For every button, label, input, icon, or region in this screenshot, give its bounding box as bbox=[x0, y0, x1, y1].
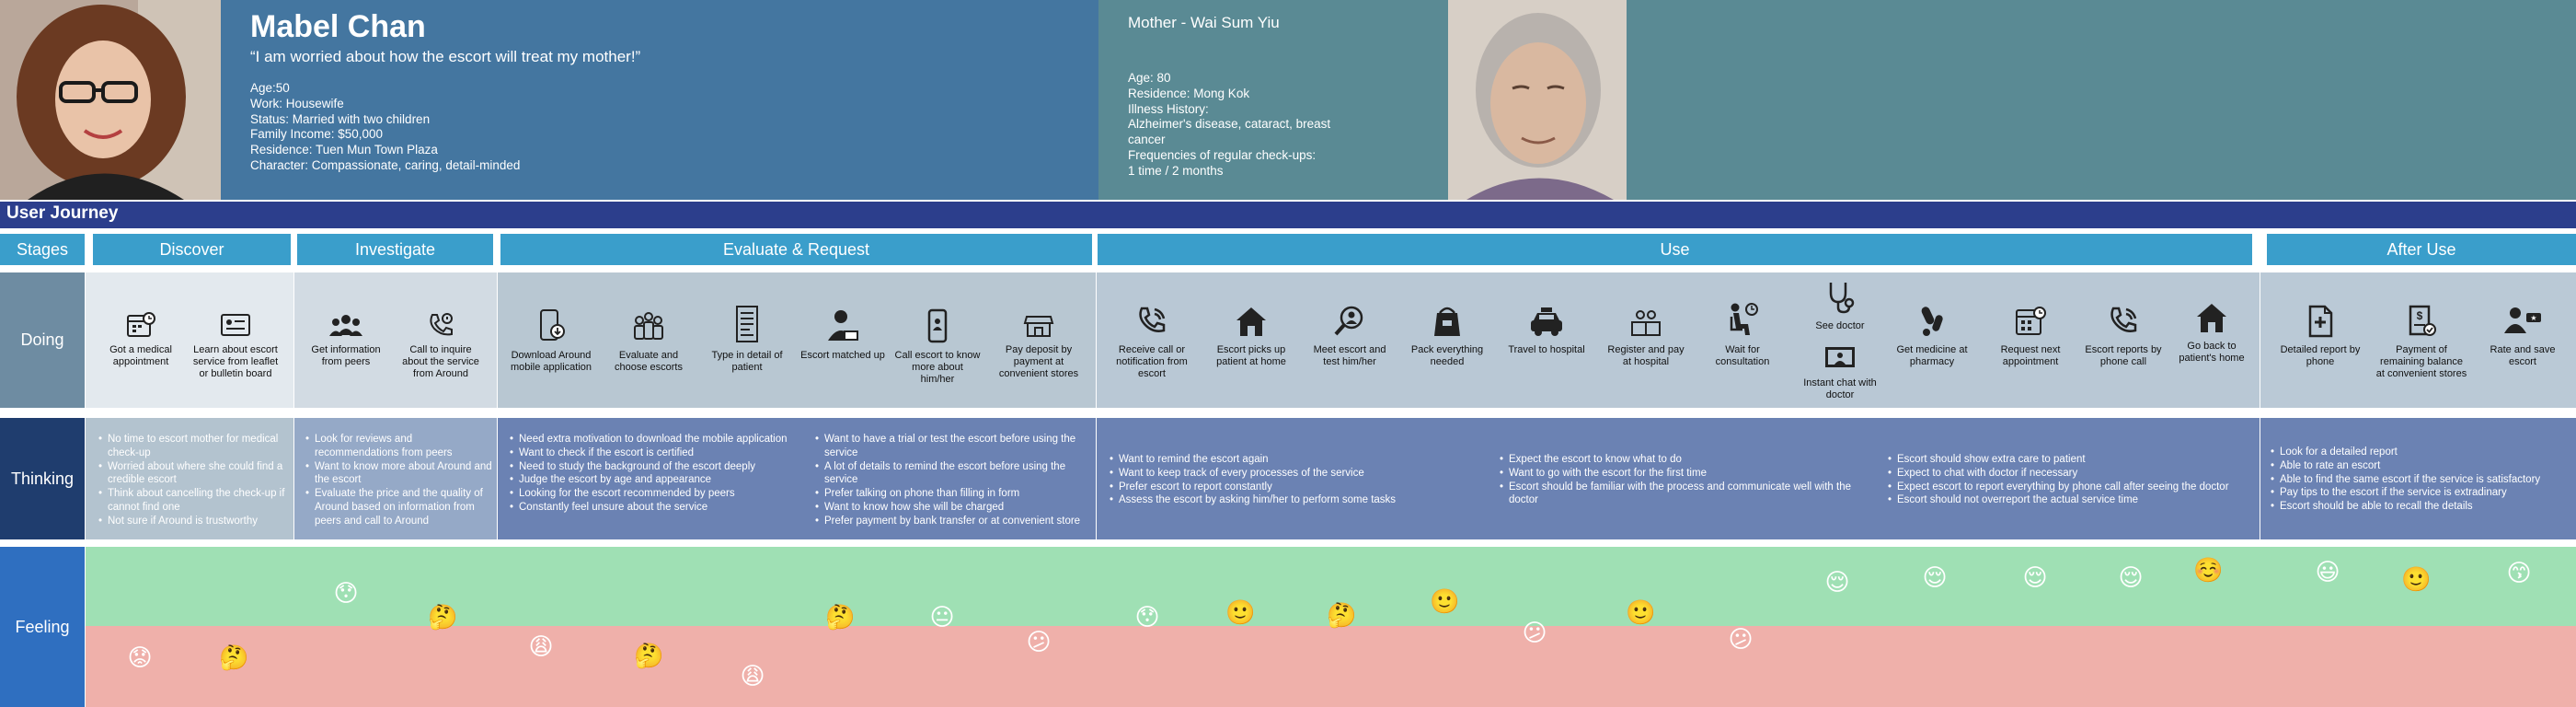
thought: • Escort should show extra care to patient bbox=[1888, 453, 2256, 467]
thought: • Expect escort to report everything by phone call after seeing the doctor bbox=[1888, 481, 2256, 494]
thought: • Prefer payment by bank transfer or at convenient store bbox=[815, 515, 1091, 528]
thought: • Look for a detailed report bbox=[2271, 446, 2570, 459]
mother-checkups-label: Frequencies of regular check-ups: bbox=[1128, 147, 1317, 162]
mother-checkups: 1 time / 2 months bbox=[1128, 163, 1224, 178]
feeling-emoji: 🤔 bbox=[219, 644, 249, 672]
feeling-emoji: 😌 bbox=[1922, 564, 1948, 593]
mother-age: Age: 80 bbox=[1128, 71, 1171, 85]
doing-item-label: Receive call or notification from escort bbox=[1116, 344, 1188, 379]
feeling-emoji: 😃 bbox=[2315, 558, 2340, 586]
persona-status: Status: Married with two children bbox=[250, 111, 431, 126]
feeling-emoji: 😕 bbox=[1522, 619, 1547, 647]
thought: • Able to rate an escort bbox=[2271, 459, 2570, 473]
feeling-emoji: 😯 bbox=[333, 580, 359, 608]
thought: • Want to know more about Around and the escort bbox=[305, 460, 493, 488]
thought: • Constantly feel unsure about the service bbox=[510, 501, 804, 515]
thought: • Expect to chat with doctor if necessary bbox=[1888, 467, 2256, 481]
thought: • Want to know how she will be charged bbox=[815, 501, 1091, 515]
doing-item-label: Escort matched up bbox=[800, 350, 885, 361]
feeling-emoji: 🤔 bbox=[825, 603, 856, 632]
persona-quote: “I am worried about how the escort will treat my mother!” bbox=[250, 48, 641, 65]
stage-use: Use bbox=[1098, 234, 2252, 265]
thought: • Looking for the escort recommended by peers bbox=[510, 487, 804, 501]
feeling-emoji: 🙂 bbox=[1430, 587, 1460, 616]
doing-item-label: Wait for consultation bbox=[1715, 344, 1770, 367]
feeling-emoji: 😌 bbox=[2022, 564, 2048, 593]
thought: • Escort should not overreport the actual service time bbox=[1888, 493, 2256, 507]
doing-item-label: Evaluate and choose escorts bbox=[615, 350, 683, 373]
thought: • Want to have a trial or test the escort before using the service bbox=[815, 433, 1091, 460]
doing-item-label: Escort picks up patient at home bbox=[1216, 344, 1286, 367]
persona-name: Mabel Chan bbox=[250, 9, 426, 44]
feeling-emoji: 🙂 bbox=[1626, 598, 1656, 627]
doing-item-label: Get medicine at pharmacy bbox=[1896, 344, 1968, 367]
persona-character: Character: Compassionate, caring, detail-minded bbox=[250, 157, 521, 172]
thought: • Not sure if Around is trustworthy bbox=[98, 515, 292, 528]
thought: • Escort should be able to recall the details bbox=[2271, 500, 2570, 514]
thought: • Want to remind the escort again bbox=[1110, 453, 1496, 467]
feeling-label: Feeling bbox=[0, 547, 85, 707]
mother-illness: Alzheimer's disease, cataract, breast cancer bbox=[1128, 117, 1331, 147]
mother-title: Mother - Wai Sum Yiu bbox=[1128, 14, 1280, 31]
doing-item-label: Request next appointment bbox=[2000, 344, 2061, 367]
doing-item-label: Call to inquire about the service from Around bbox=[402, 344, 479, 379]
svg-text:★: ★ bbox=[2530, 314, 2537, 322]
doing-item-label: Learn about escort service from leaflet or bulletin board bbox=[192, 344, 279, 379]
thought: • Expect the escort to know what to do bbox=[1500, 453, 1877, 467]
stage-investigate: Investigate bbox=[297, 234, 493, 265]
persona-residence: Residence: Tuen Mun Town Plaza bbox=[250, 143, 438, 157]
thought: • Prefer escort to report constantly bbox=[1110, 481, 1496, 494]
doing-item-label: Detailed report by phone bbox=[2280, 344, 2361, 367]
stage-discover: Discover bbox=[93, 234, 291, 265]
doing-item-label: Rate and save escort bbox=[2490, 344, 2556, 367]
thought: • No time to escort mother for medical check-up bbox=[98, 433, 292, 460]
thought: • Pay tips to the escort if the service is extradinary bbox=[2271, 486, 2570, 500]
feeling-emoji: 😕 bbox=[1728, 625, 1754, 654]
feeling-emoji: 😩 bbox=[740, 663, 765, 691]
persona-age: Age:50 bbox=[250, 81, 290, 95]
feeling-emoji: 🙂 bbox=[1225, 598, 1256, 627]
doing-label: Doing bbox=[0, 272, 85, 408]
thought: • Look for reviews and recommendations from peers bbox=[305, 433, 493, 460]
doing-item-label: See doctor bbox=[1815, 320, 1865, 331]
feeling-emoji: 😩 bbox=[528, 633, 554, 662]
doing-item-label: Instant chat with doctor bbox=[1803, 377, 1877, 400]
mother-residence: Residence: Mong Kok bbox=[1128, 86, 1250, 100]
doing-item-label: Register and pay at hospital bbox=[1607, 344, 1685, 367]
thought: • Need to study the background of the escort deeply bbox=[510, 460, 804, 474]
thought: • A lot of details to remind the escort before using the service bbox=[815, 460, 1091, 488]
feeling-emoji: 🤔 bbox=[428, 603, 458, 632]
doing-item-label: Pack everything needed bbox=[1410, 344, 1484, 367]
thought: • Prefer talking on phone than filling in form bbox=[815, 487, 1091, 501]
feeling-emoji: 😯 bbox=[1134, 603, 1160, 632]
svg-text:$: $ bbox=[2416, 309, 2423, 322]
thought: • Need extra motivation to download the mobile application bbox=[510, 433, 804, 446]
feeling-emoji: 🤔 bbox=[634, 643, 664, 671]
thought: • Think about cancelling the check-up if cannot find one bbox=[98, 487, 292, 515]
doing-item-label: Got a medical appointment bbox=[109, 344, 172, 367]
thought: • Want to go with the escort for the first time bbox=[1500, 467, 1877, 481]
feeling-emoji: 😙 bbox=[2506, 560, 2532, 588]
doing-item-label: Escort reports by phone call bbox=[2085, 344, 2162, 367]
thought: • Able to find the same escort if the service is satisfactory bbox=[2271, 473, 2570, 487]
feeling-emoji: 😌 bbox=[1824, 569, 1850, 597]
doing-item-label: Download Around mobile application bbox=[510, 350, 592, 373]
stage-after-use: After Use bbox=[2267, 234, 2576, 265]
thought: • Worried about where she could find a credible escort bbox=[98, 460, 292, 488]
doing-item-label: Pay deposit by payment at convenient stores bbox=[998, 344, 1079, 379]
thought: • Want to check if the escort is certified bbox=[510, 446, 804, 460]
feeling-emoji: 😌 bbox=[2118, 564, 2144, 593]
doing-item-label: Get information from peers bbox=[311, 344, 381, 367]
thought: • Want to keep track of every processes of the service bbox=[1110, 467, 1496, 481]
mother-illness-label: Illness History: bbox=[1128, 101, 1209, 116]
feeling-emoji: ☺️ bbox=[2193, 556, 2224, 585]
thinking-label: Thinking bbox=[0, 418, 85, 539]
doing-item-label: Payment of remaining balance at convenient stores bbox=[2375, 344, 2467, 379]
thought: • Escort should be familiar with the process and communicate well with the doctor bbox=[1500, 481, 1877, 508]
user-journey-title: User Journey bbox=[6, 203, 119, 223]
feeling-emoji: 🙂 bbox=[2401, 566, 2432, 594]
feeling-emoji: 😕 bbox=[1026, 629, 1052, 656]
thought: • Evaluate the price and the quality of Around based on information from peers and call to Around bbox=[305, 487, 493, 527]
doing-item-label: Meet escort and test him/her bbox=[1313, 344, 1386, 367]
feeling-emoji: 😐 bbox=[929, 603, 955, 632]
thought: • Assess the escort by asking him/her to perform some tasks bbox=[1110, 493, 1496, 507]
stage-evaluate-request: Evaluate & Request bbox=[500, 234, 1092, 265]
feeling-emoji: 😟 bbox=[127, 644, 153, 672]
stages-label: Stages bbox=[0, 234, 85, 265]
doing-item-label: Call escort to know more about him/her bbox=[894, 350, 981, 385]
feeling-emoji: 🤔 bbox=[1327, 602, 1357, 631]
doing-item-label: Go back to patient's home bbox=[2179, 341, 2245, 364]
doing-item-label: Travel to hospital bbox=[1508, 344, 1585, 355]
persona-work: Work: Housewife bbox=[250, 96, 344, 110]
thought: • Judge the escort by age and appearance bbox=[510, 473, 804, 487]
persona-income: Family Income: $50,000 bbox=[250, 127, 384, 142]
doing-item-label: Type in detail of patient bbox=[711, 350, 783, 373]
